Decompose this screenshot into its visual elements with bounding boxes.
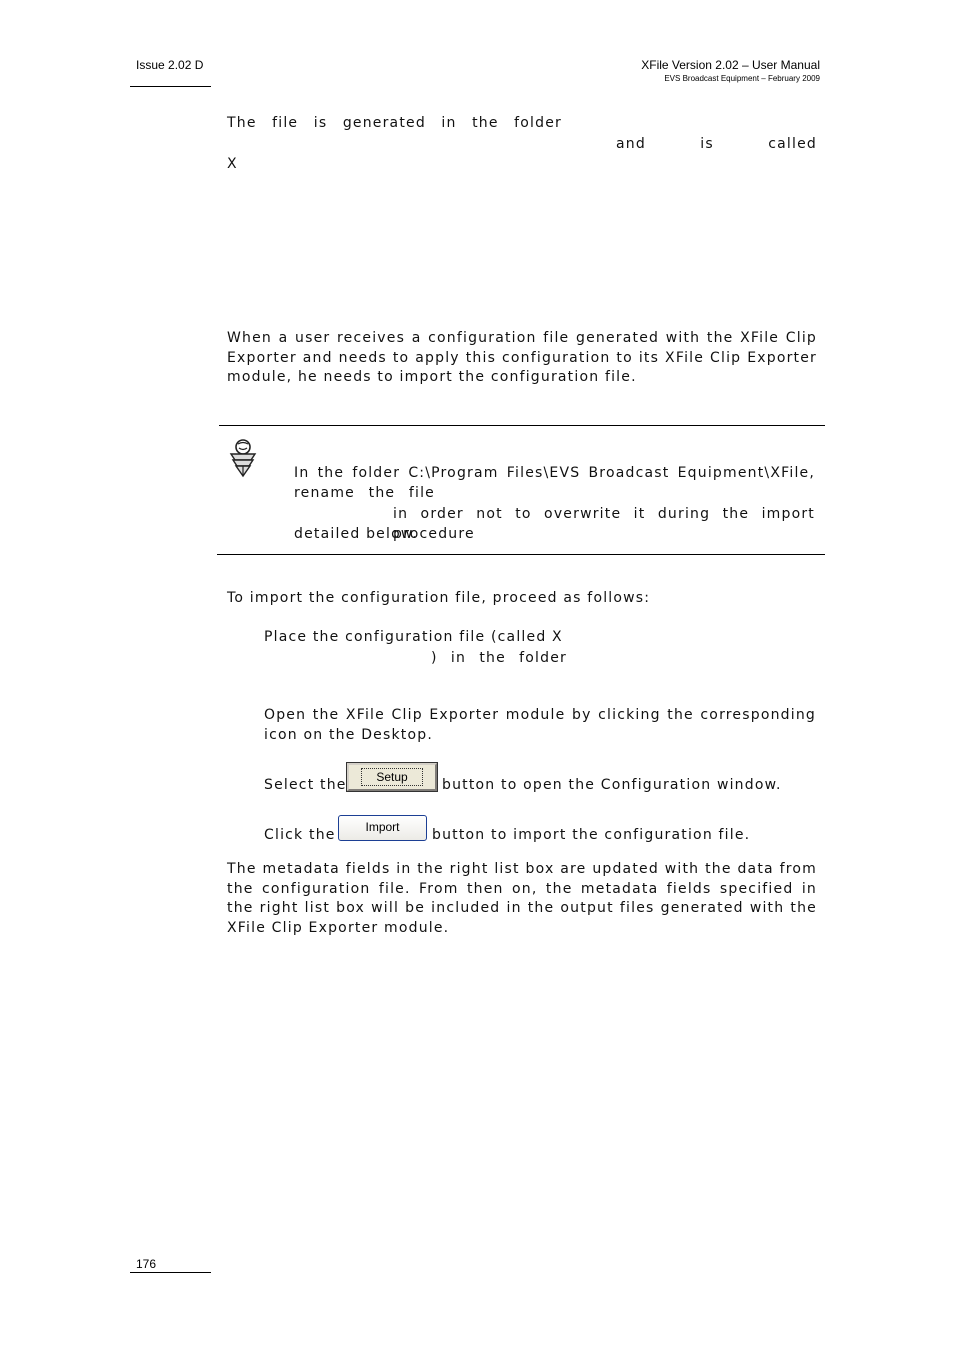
note-pen-icon [227,438,259,478]
para1-line3: X [227,156,238,172]
step1-line2: ) in the folder [431,650,567,666]
manual-subtitle: EVS Broadcast Equipment – February 2009 [664,74,820,83]
header-rule-left [130,86,211,87]
step4-before: Click the [264,827,336,843]
note-line4: detailed below. [294,526,418,542]
note-bottom-rule [217,554,825,555]
para3-text: The metadata fields in the right list box are updated with the data from the configuration file. From then on, the metadata fields specified in the right list box will be included in the output files generated with the XFile Clip Exporter module. [227,861,817,936]
note-top-rule [219,425,825,426]
issue-label: Issue 2.02 D [136,58,204,72]
note-line2: rename the file [294,485,435,501]
para2-text: When a user receives a configuration file generated with the XFile Clip Exporter and needs to apply this configuration to its XFile Clip Exporter module, he needs to import the configuration file. [227,330,817,385]
steps-intro: To import the configuration file, proceed as follows: [227,590,651,606]
para1-line1: The file is generated in the folder [227,115,562,131]
step3-before: Select the [264,777,347,793]
note-line3: in order not to overwrite it during the import procedure [393,506,815,542]
step3-after: button to open the Configuration window. [442,777,782,793]
setup-button[interactable] [347,763,437,791]
para1-line2: and is called [616,136,817,152]
note-line1: In the folder C:\Program Files\EVS Broadcast Equipment\XFile, [294,465,815,481]
page-number: 176 [136,1257,157,1271]
import-button[interactable]: Import [338,815,427,841]
setup-button-label: Setup [361,768,422,786]
footer-rule [130,1272,211,1273]
manual-title: XFile Version 2.02 – User Manual [641,58,820,72]
step1-line1: Place the configuration file (called X [264,629,563,645]
step2-text: Open the XFile Clip Exporter module by clicking the corresponding icon on the Desktop. [264,707,816,743]
step4-after: button to import the configuration file. [432,827,751,843]
